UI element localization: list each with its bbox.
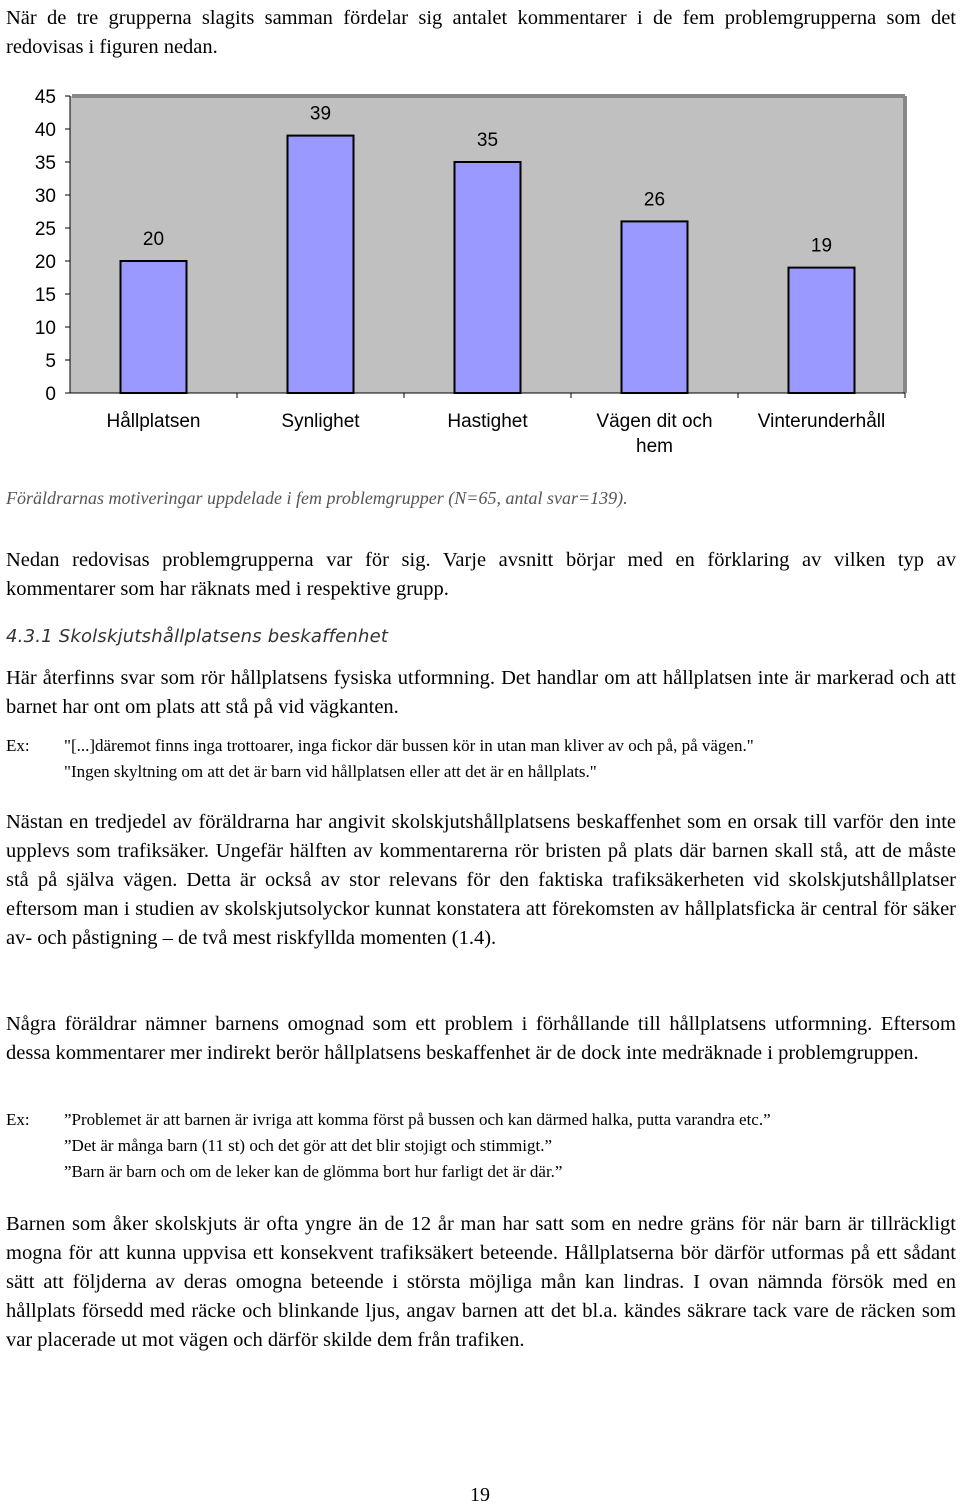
paragraph-definition: Här återfinns svar som rör hållplatsens fysiska utformning. Det handlar om att hållplatsen inte är markerad och att barnet har ont om plats att stå på vid vägkanten.	[6, 667, 956, 718]
intro-paragraph: När de tre grupperna slagits samman fördelar sig antalet kommentarer i de fem problemgrupperna som det redovisas i figuren nedan.	[6, 7, 956, 58]
category-label: Vinterunderhåll	[757, 411, 886, 432]
example-label: Ex:	[6, 1110, 30, 1129]
example-quote: "Ingen skyltning om att det är barn vid hållplatsen eller att det är en hållplats."	[64, 762, 597, 781]
y-tick-label: 5	[45, 351, 56, 372]
example-quotes-2	[64, 1107, 954, 1185]
section-heading: 4.3.1 Skolskjutshållplatsens beskaffenhet	[6, 626, 389, 647]
category-label: Hållplatsen	[106, 411, 201, 432]
category-label: Hastighet	[447, 411, 528, 432]
y-tick-label: 30	[34, 186, 56, 207]
category-label: Synlighet	[281, 411, 360, 432]
y-tick-label: 0	[45, 384, 56, 405]
data-label: 35	[476, 130, 499, 151]
figure-caption: Föräldrarnas motiveringar uppdelade i fem problemgrupper (N=65, antal svar=139).	[6, 488, 628, 508]
y-tick-label: 15	[34, 285, 56, 306]
y-tick-label: 35	[34, 153, 56, 174]
y-tick-label: 25	[34, 219, 56, 240]
example-quotes-1	[64, 733, 954, 785]
bar	[455, 162, 521, 393]
example-label: Ex:	[6, 736, 30, 755]
paragraph-immaturity: Några föräldrar nämner barnens omognad som ett problem i förhållande till hållplatsens utformning. Eftersom dessa kommentarer mer indirekt berör hållplatsens beskaffenhet är de dock inte medräknade i problemgruppen.	[6, 1013, 956, 1064]
example-quote: ”Barn är barn och om de leker kan de glömma bort hur farligt det är där.”	[64, 1162, 563, 1181]
y-tick-label: 45	[34, 87, 56, 108]
category-label: Vägen dit och hem	[596, 411, 713, 457]
bar	[622, 221, 688, 393]
bar	[121, 261, 187, 393]
page-number: 19	[470, 1484, 490, 1506]
data-label: 26	[643, 189, 666, 211]
data-label: 19	[810, 235, 833, 257]
y-tick-label: 40	[34, 120, 56, 141]
example-quote: ”Problemet är att barnen är ivriga att komma först på bussen och kan därmed halka, putta varandra etc.”	[64, 1110, 771, 1129]
paragraph-analysis: Nästan en tredjedel av föräldrarna har angivit skolskjutshållplatsens beskaffenhet som en orsak till varför den inte upplevs som trafiksäker. Ungefär hälften av kommentarerna rör bristen på plats där barnen skall stå, att de måste stå på själva vägen. Detta är också av stor relevans för den faktiska trafiksäkerheten vid skolskjutshållplatser eftersom man i studien av skolskjutsolyckor kunnat konstatera att förekomsten av hållplatsficka är central för säker av- och påstigning – de två mest riskfyllda momenten (1.4).	[6, 811, 956, 949]
bar-chart	[0, 70, 960, 470]
example-quote: "[...]däremot finns inga trottoarer, inga fickor där bussen kör in utan man kliver av och på, på vägen."	[64, 736, 754, 755]
y-tick-label: 10	[34, 318, 56, 339]
bar	[789, 268, 855, 393]
bar	[288, 136, 354, 393]
example-quote: ”Det är många barn (11 st) och det gör att det blir stojigt och stimmigt.”	[64, 1136, 552, 1155]
paragraph-conclusion: Barnen som åker skolskjuts är ofta yngre än de 12 år man har satt som en nedre gräns för när barn är tillräckligt mogna för att kunna uppvisa ett konsekvent trafiksäkert beteende. Hållplatserna bör därför utformas på ett sådant sätt att följderna av deras omogna beteende i största möjliga mån kan lindras. I ovan nämnda försök med en hållplats försedd med räcke och blinkande ljus, angav barnen att det bl.a. kändes säkrare tack vare de räcken som var placerade ut mot vägen och därför skilde dem från trafiken.	[6, 1213, 956, 1351]
data-label: 39	[309, 103, 332, 125]
data-label: 20	[142, 229, 165, 250]
paragraph-overview: Nedan redovisas problemgrupperna var för sig. Varje avsnitt börjar med en förklaring av vilken typ av kommentarer som har räknats med i respektive grupp.	[6, 549, 956, 600]
y-tick-label: 20	[34, 252, 56, 273]
